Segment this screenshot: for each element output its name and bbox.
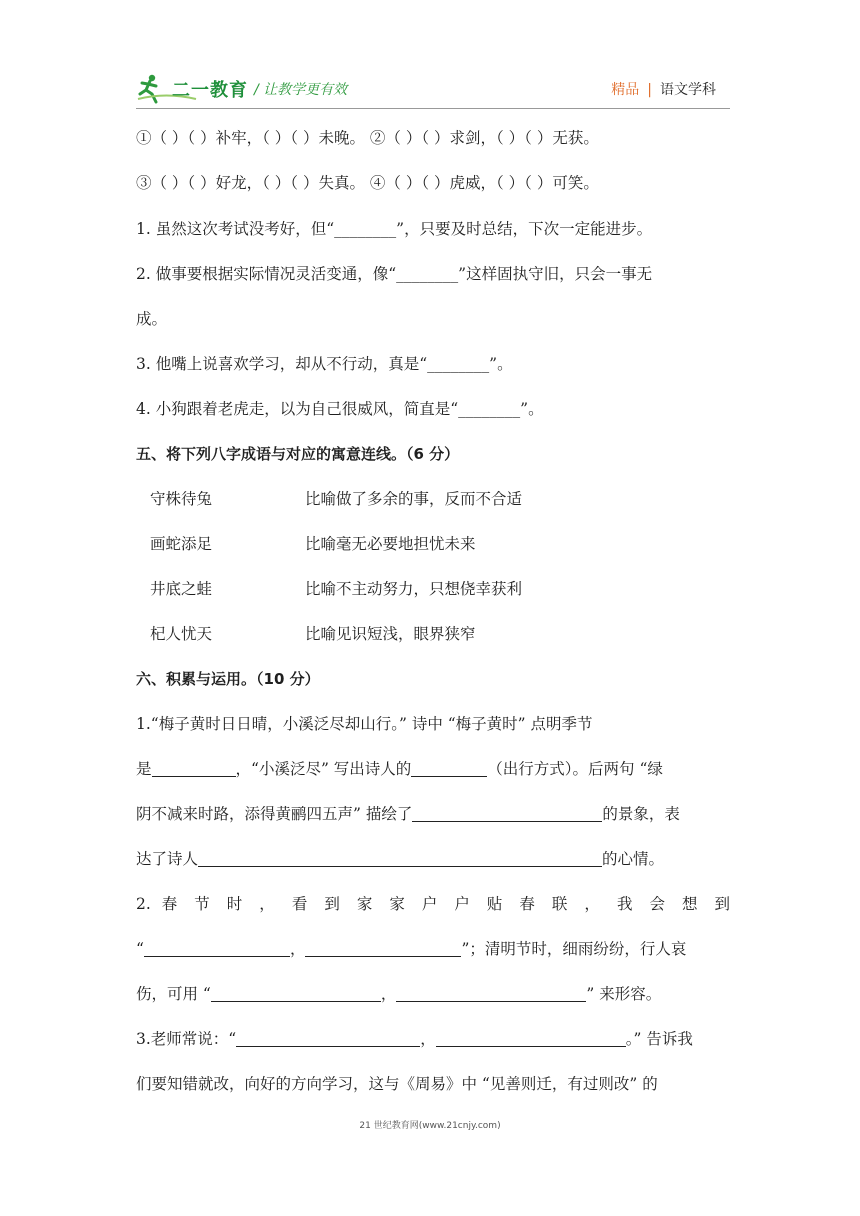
header-divider [136,108,730,109]
answer-blank[interactable] [152,760,236,777]
answer-blank[interactable] [198,850,602,867]
answer-blank[interactable] [396,985,586,1002]
match-idiom: 守株待兔 [150,490,213,508]
match-meaning: 比喻见识短浅，眼界狭窄 [305,625,476,643]
text: 的心情。 [602,850,665,868]
brand-separator: | [647,82,652,98]
match-meaning: 比喻不主动努力，只想侥幸获利 [305,580,523,598]
page-footer: 21 世纪教育网(www.21cnjy.com) [359,1121,501,1131]
festival-question-line-2 [136,938,686,960]
text: 是 [136,760,152,778]
text: ” 来形容。 [586,985,662,1003]
fill-question-2: 2. 做事要根据实际情况灵活变通，像“________”这样固执守旧，只会一事无 [136,265,653,283]
text: 达了诗人 [136,850,199,868]
match-meaning: 比喻做了多余的事，反而不合适 [305,490,523,508]
poem-question-line-4 [136,848,664,870]
festival-question-line-3 [136,983,661,1005]
answer-blank[interactable] [236,1030,420,1047]
brand-quality: 精品 [611,82,640,98]
section-6-title: 六、积累与运用。（10 分） [136,670,320,688]
festival-question-line-1: 2. 春 节 时 ， 看 到 家 家 户 户 贴 春 联 ， 我 会 想 到 [136,895,730,913]
answer-blank[interactable] [211,985,381,1002]
answer-blank[interactable] [411,760,487,777]
fill-question-4: 4. 小狗跟着老虎走，以为自己很威风，简直是“________”。 [136,400,544,418]
header-brand [611,79,716,99]
match-idiom: 画蛇添足 [150,535,213,553]
answer-blank[interactable] [412,805,602,822]
match-idiom: 杞人忧天 [150,625,213,643]
poem-question-line-1: 1.“梅子黄时日日晴，小溪泛尽却山行。” 诗中 “梅子黄时” 点明季节 [136,715,593,733]
text: ”；清明节时，细雨纷纷，行人哀 [461,940,687,958]
idiom-row-2: ③（ ）（ ）好龙，（ ）（ ）失真。 ④（ ）（ ）虎威，（ ）（ ）可笑。 [136,174,599,192]
text: 。” 告诉我 [625,1030,693,1048]
answer-blank[interactable] [144,940,290,957]
poem-question-line-3 [136,803,680,825]
text: 3.老师常说：“ [136,1030,237,1048]
match-idiom: 井底之蛙 [150,580,213,598]
text: “ [136,940,144,958]
brand-subject: 语文学科 [660,82,716,98]
section-5-title: 五、将下列八字成语与对应的寓意连线。（6 分） [136,445,460,463]
header-slogan: / 让教学更有效 [254,82,348,98]
text: 伤，可用 “ [136,985,211,1003]
teacher-question-line-1 [136,1028,693,1050]
answer-blank[interactable] [436,1030,626,1047]
text: ， [420,1030,436,1048]
text: 阴不减来时路，添得黄鹂四五声” 描绘了 [136,805,413,823]
page-header [136,72,716,108]
idiom-row-1: ①（ ）（ ）补牢，（ ）（ ）未晚。 ②（ ）（ ）求剑，（ ）（ ）无获。 [136,129,599,147]
logo-text: 二一教育 [172,80,248,101]
fill-question-2-cont: 成。 [136,310,168,328]
answer-blank[interactable] [305,940,461,957]
fill-question-3: 3. 他嘴上说喜欢学习，却从不行动，真是“________”。 [136,355,513,373]
text: ， [289,940,306,958]
poem-question-line-2 [136,758,663,780]
text: 的景象，表 [602,805,680,823]
fill-question-1: 1. 虽然这次考试没考好，但“________”，只要及时总结，下次一定能进步。 [136,220,653,238]
text: ， [380,985,397,1003]
text: ，“小溪泛尽” 写出诗人的 [235,760,412,778]
text: （出行方式）。后两句 “绿 [487,760,663,778]
teacher-question-line-2: 们要知错就改，向好的方向学习，这与《周易》中 “见善则迁，有过则改” 的 [136,1075,658,1093]
match-meaning: 比喻毫无必要地担忧未来 [305,535,476,553]
